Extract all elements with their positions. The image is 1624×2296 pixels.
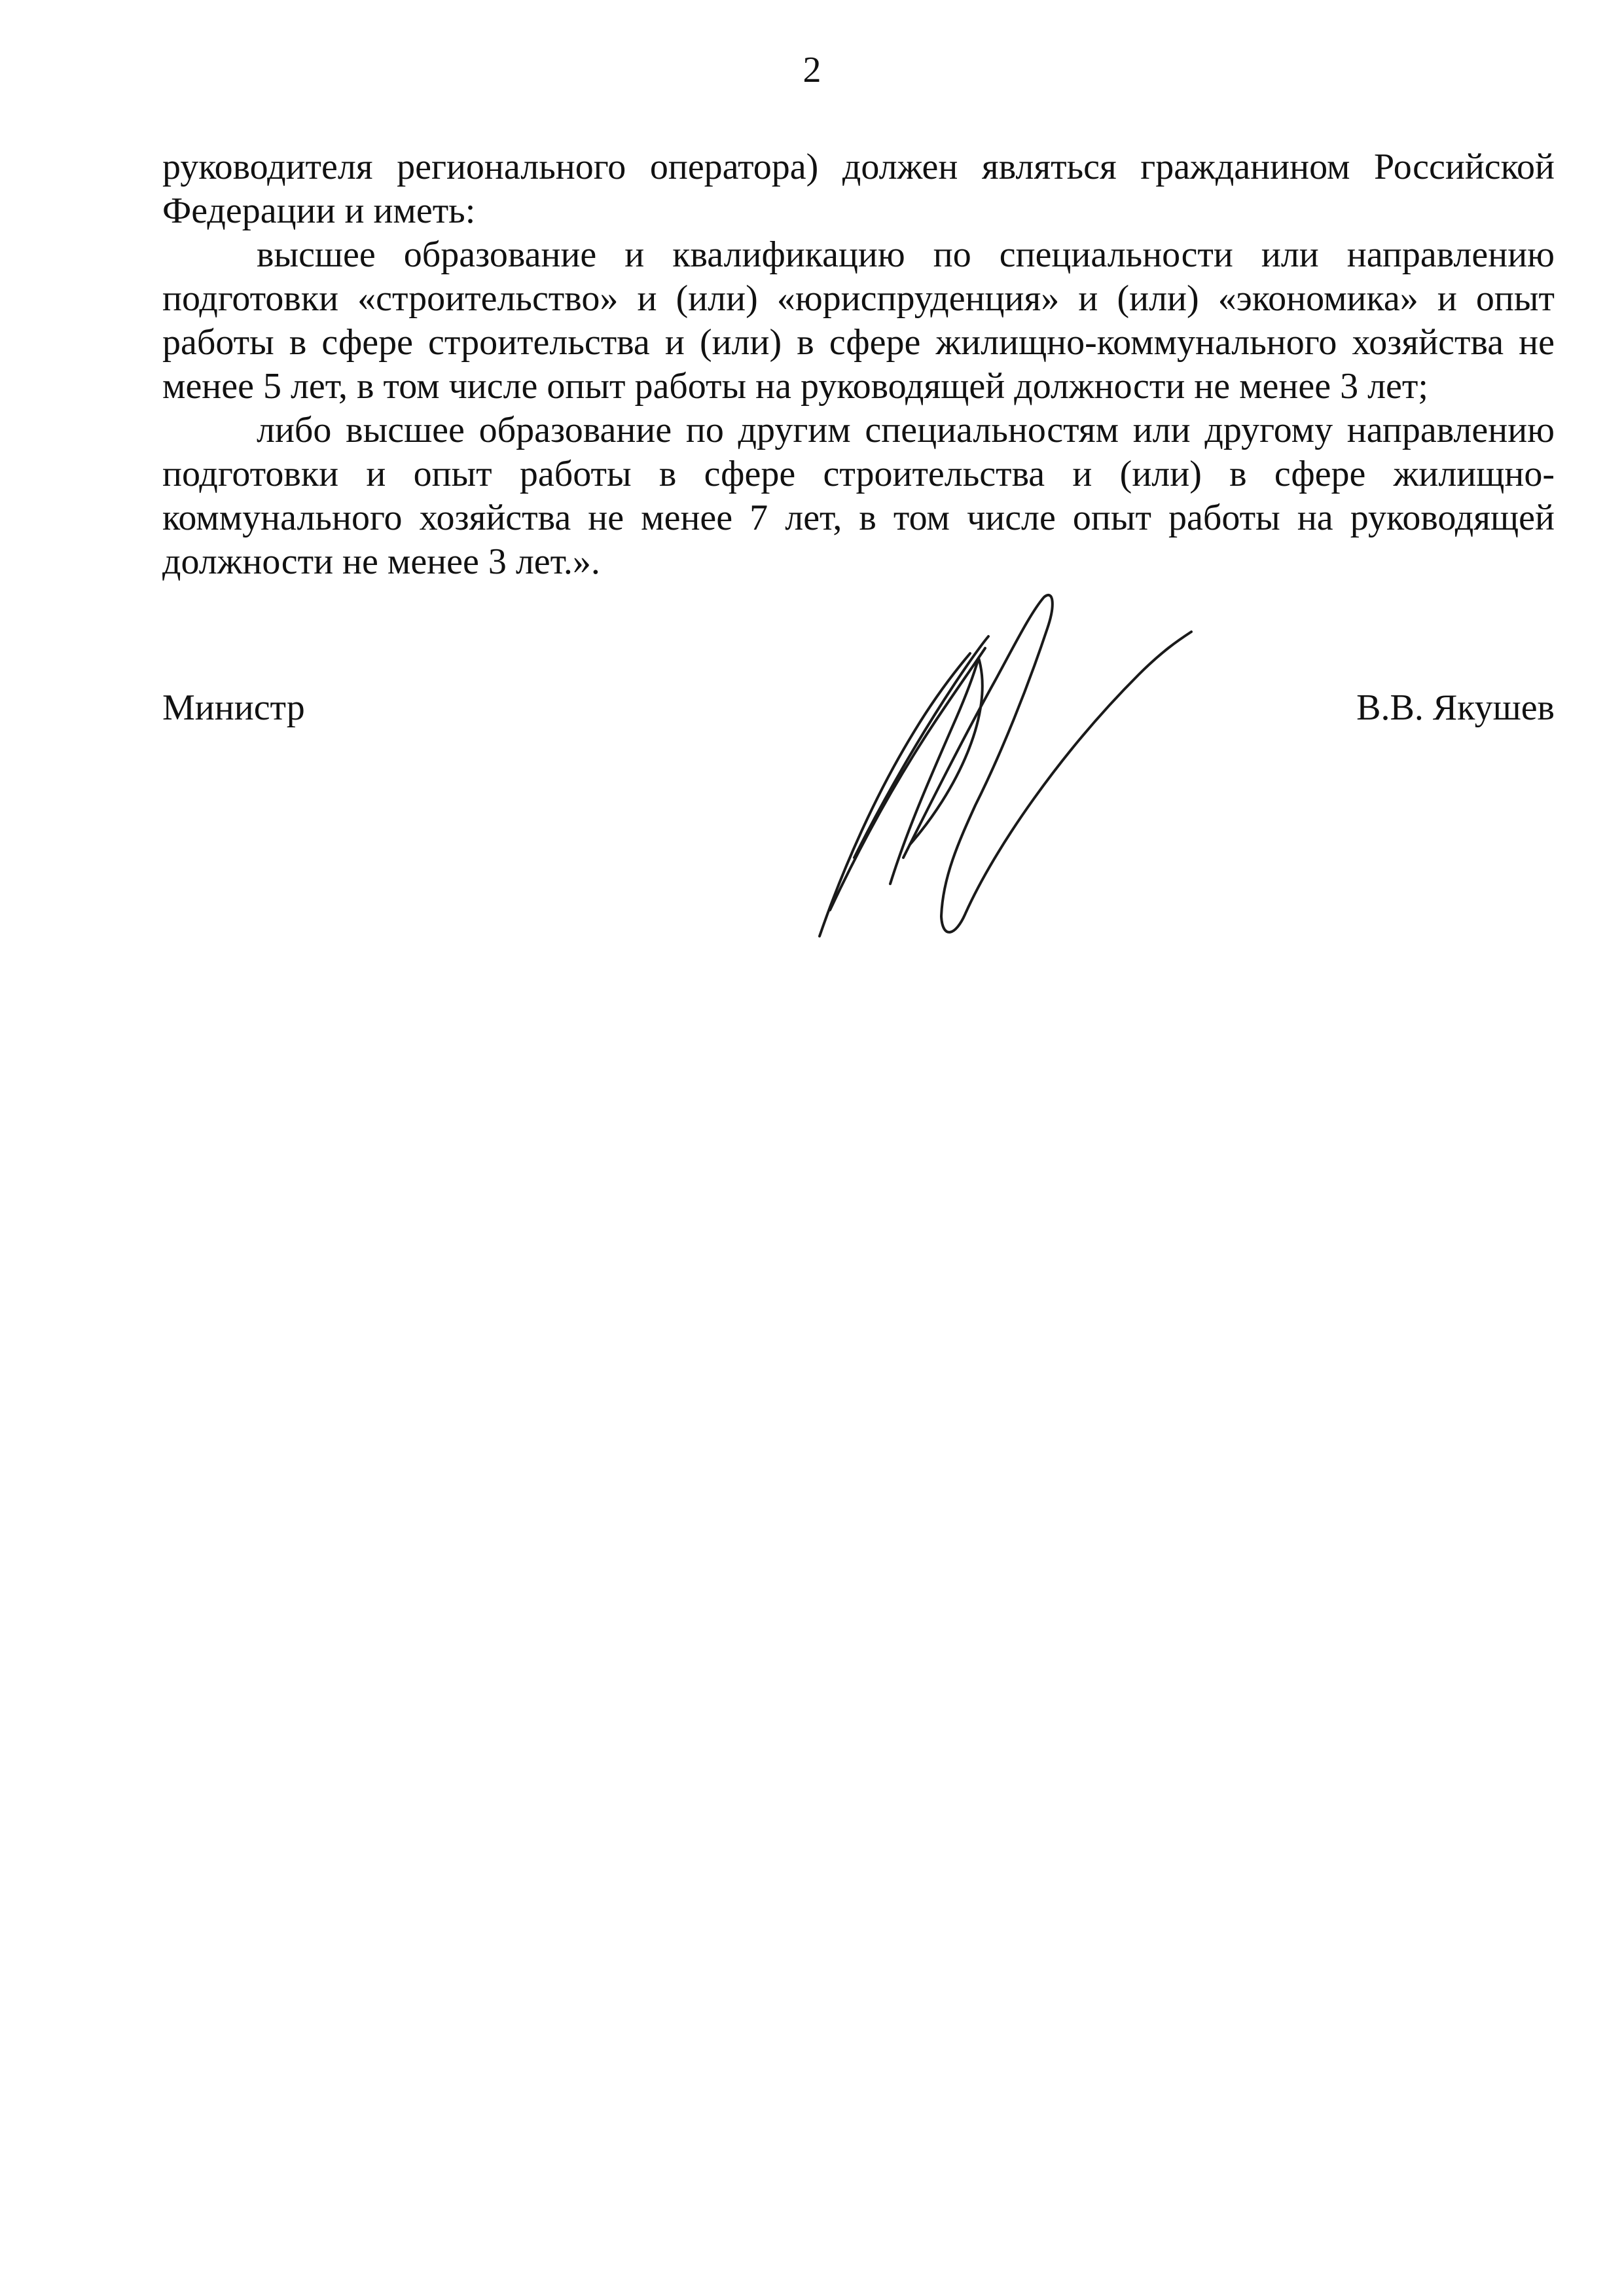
paragraph-requirement-2: либо высшее образование по другим специальностям или другому направлению подготовки и опыт работы в сфере строительства и (или) в сфере жилищно-коммунального хозяйства не менее 7 лет, в том числе опыт работы на руководящей должности не менее 3 лет.».	[162, 410, 1555, 582]
page-number: 2	[803, 50, 821, 90]
signatory-name: В.В. Якушев	[1356, 687, 1555, 728]
document-body	[162, 145, 1555, 584]
handwritten-signature	[799, 583, 1204, 956]
paragraph-requirement-1: высшее образование и квалификацию по специальности или направлению подготовки «строительство» и (или) «юриспруденция» и (или) «экономика» и опыт работы в сфере строительства и (или) в сфере жилищно-коммунального хозяйства не менее 5 лет, в том числе опыт работы на руководящей должности не менее 3 лет;	[162, 234, 1555, 407]
paragraph-continuation: руководителя регионального оператора) должен являться гражданином Российской Федерации и иметь:	[162, 147, 1555, 231]
signatory-title: Министр	[162, 687, 305, 728]
